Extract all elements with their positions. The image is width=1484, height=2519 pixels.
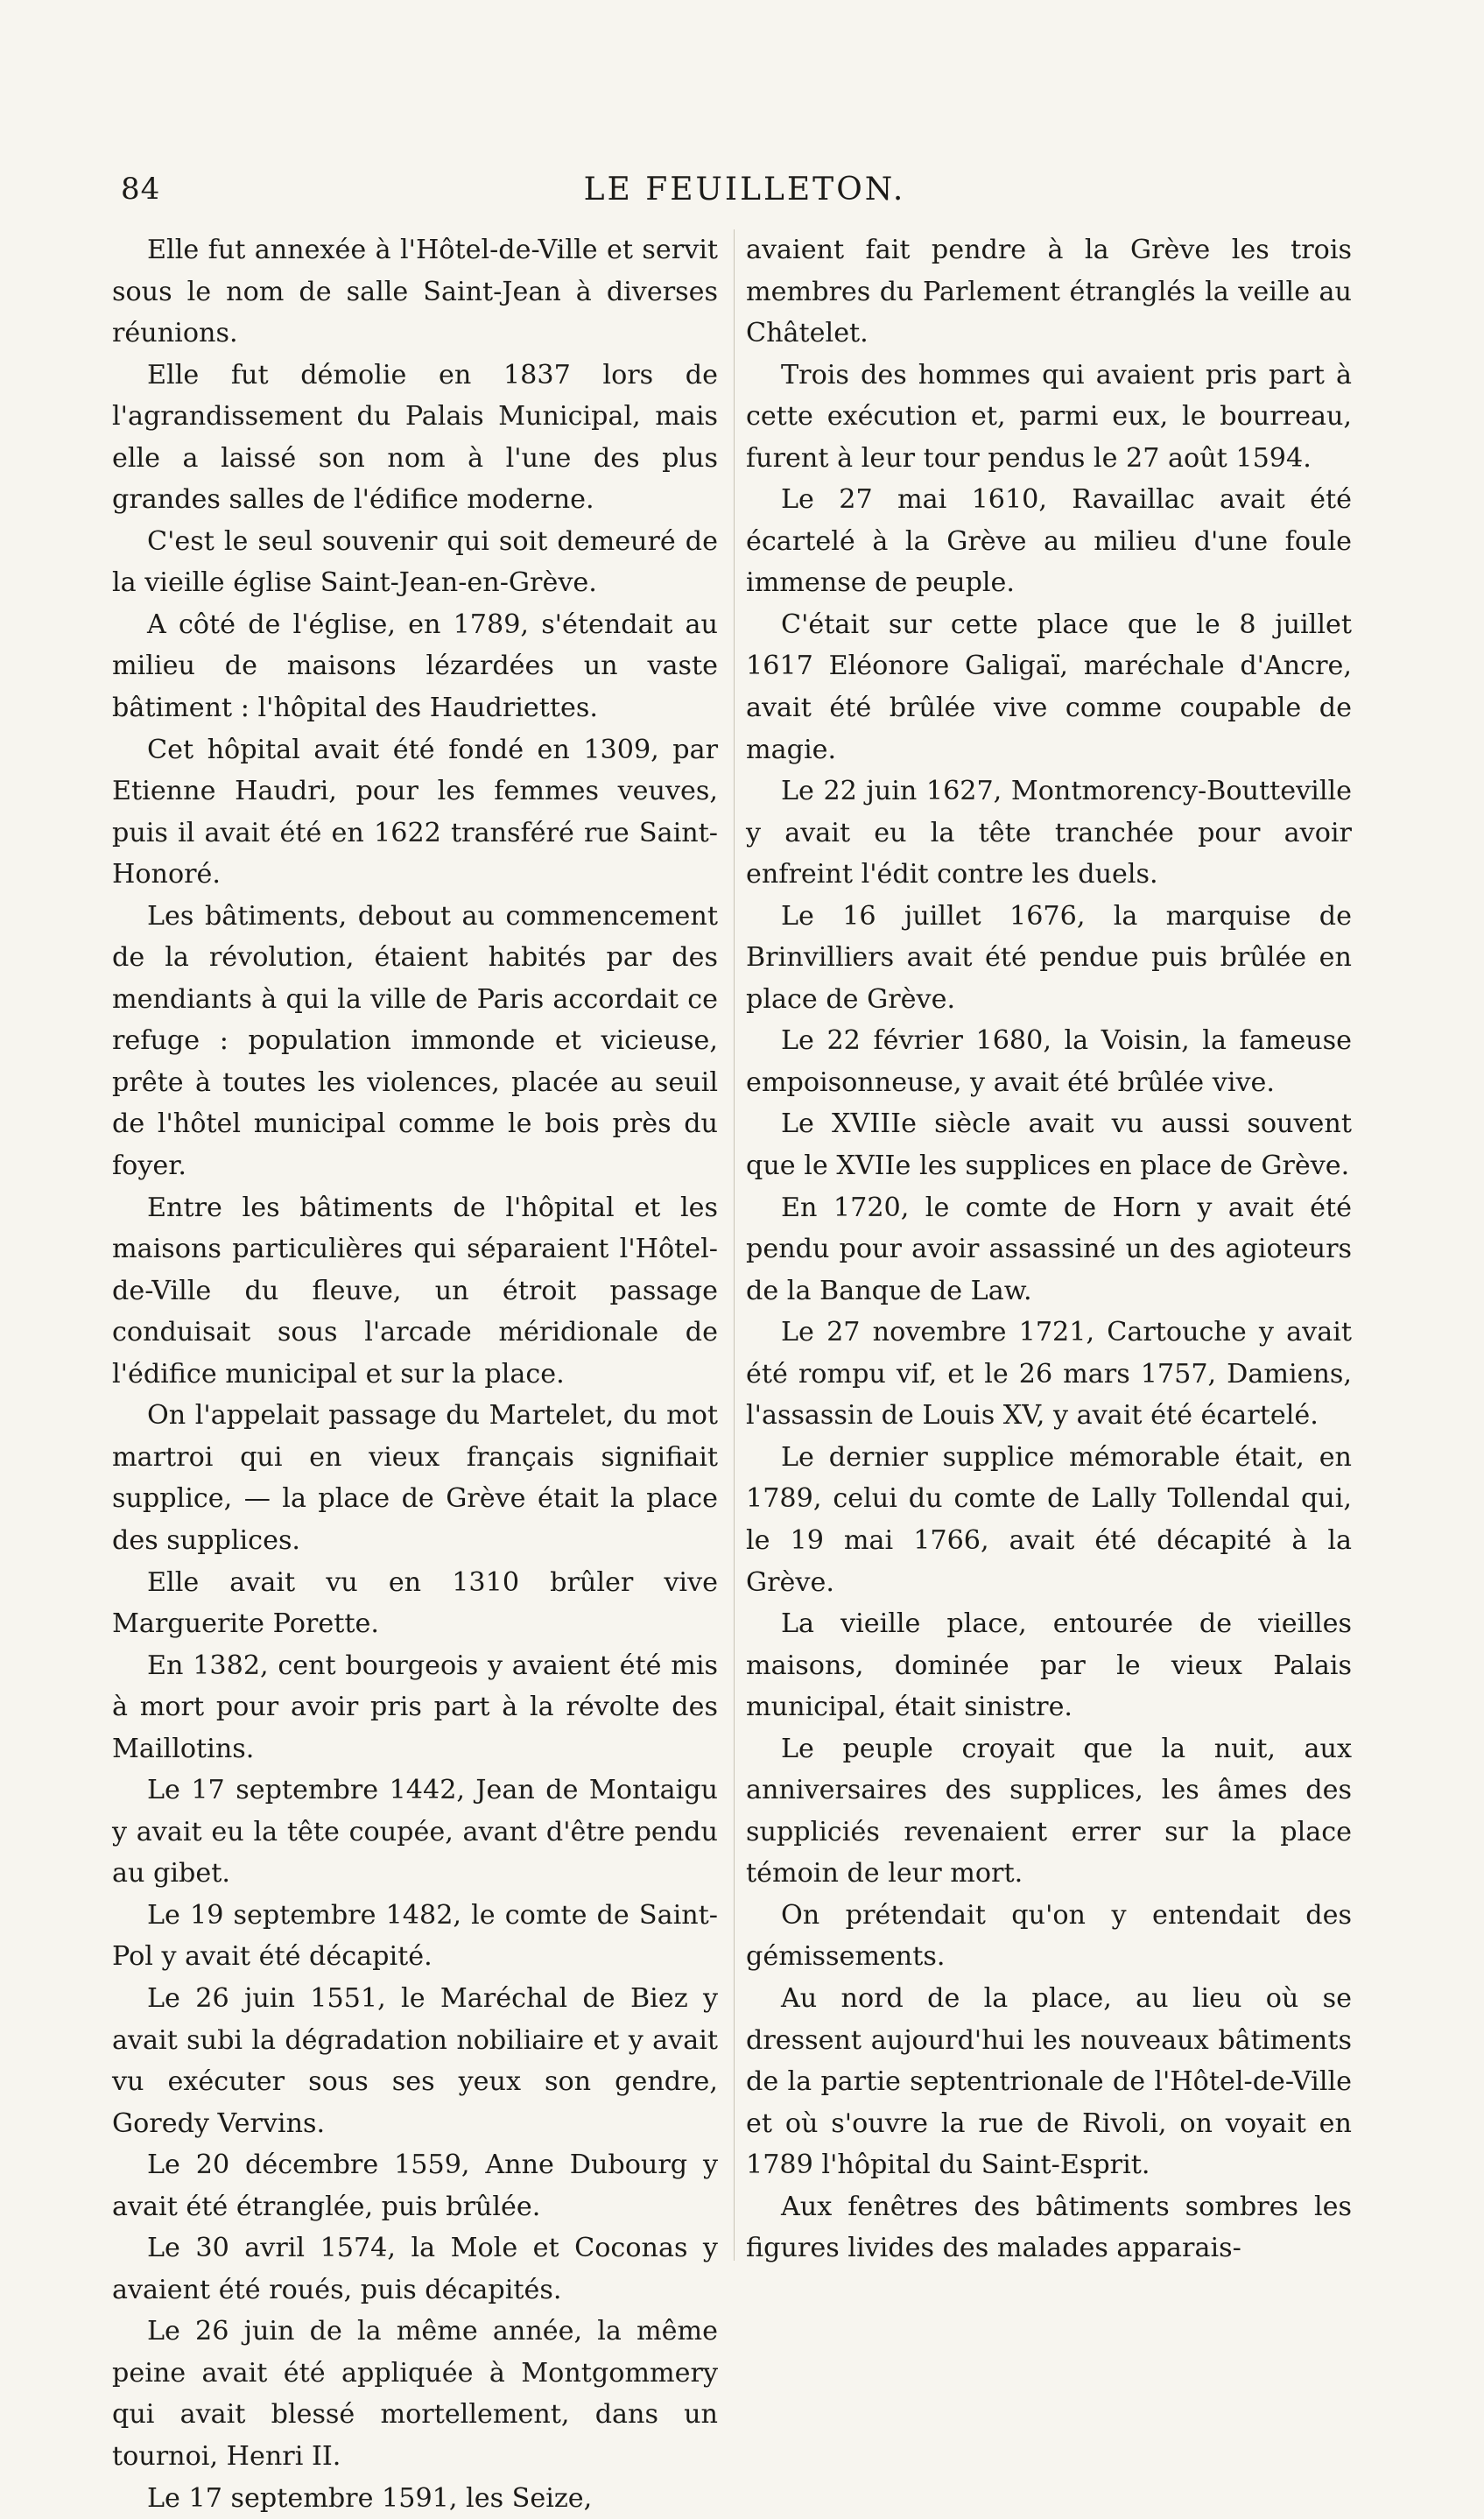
paragraph: Entre les bâtiments de l'hôpital et les maisons particulières qui séparaient l'Hôtel-de-Ville du fleuve, un étroit passage conduisait sous l'arcade méridionale de l'édifice municipal et sur la place. — [112, 1192, 718, 1390]
paragraph: Au nord de la place, au lieu où se dressent aujourd'hui les nouveaux bâtiments de la partie septentrionale de l'Hôtel-de-Ville et où s'ouvre la rue de Rivoli, on voyait en 1789 l'hôpital du Saint-Esprit. — [746, 1982, 1352, 2181]
paragraph-continued: avaient fait pendre à la Grève les trois membres du Parlement étranglés la veille au Châtelet. — [746, 235, 1352, 349]
paragraph: Le 27 novembre 1721, Cartouche y avait été rompu vif, et le 26 mars 1757, Damiens, l'assassin de Louis XV, y avait été écartelé. — [746, 1317, 1352, 1432]
paragraph: Trois des hommes qui avaient pris part à cette exécution et, parmi eux, le bourreau, furent à leur tour pendus le 27 août 1594. — [746, 359, 1352, 474]
paragraph: Elle fut démolie en 1837 lors de l'agrandissement du Palais Municipal, mais elle a laissé son nom à l'une des plus grandes salles de l'édifice moderne. — [112, 359, 718, 516]
paragraph: Le peuple croyait que la nuit, aux anniversaires des supplices, les âmes des suppliciés revenaient errer sur la place témoin de leur mort. — [746, 1733, 1352, 1889]
paragraph: Le 26 juin de la même année, la même peine avait été appliquée à Montgommery qui avait blessé mortellement, dans un tournoi, Henri II. — [112, 2316, 718, 2472]
paragraph: Elle fut annexée à l'Hôtel-de-Ville et servit sous le nom de salle Saint-Jean à diverses réunions. — [112, 235, 718, 349]
paragraph: Les bâtiments, debout au commencement de la révolution, étaient habités par des mendiants à qui la ville de Paris accordait ce refuge : population immonde et vicieuse, prête à toutes les violences, placée au seuil de l'hôtel municipal comme le bois près du foyer. — [112, 900, 718, 1182]
paragraph: Le 19 septembre 1482, le comte de Saint-Pol y avait été décapité. — [112, 1899, 718, 1973]
paragraph: Le dernier supplice mémorable était, en 1789, celui du comte de Lally Tollendal qui, le 19 mai 1766, avait été décapité à la Grève. — [746, 1441, 1352, 1598]
paragraph: La vieille place, entourée de vieilles maisons, dominée par le vieux Palais municipal, était sinistre. — [746, 1608, 1352, 1723]
page-header — [121, 172, 1368, 215]
paragraph: Cet hôpital avait été fondé en 1309, par Etienne Haudri, pour les femmes veuves, puis il avait été en 1622 transféré rue Saint-Honoré. — [112, 734, 718, 890]
column-divider — [734, 229, 735, 2261]
paragraph: Aux fenêtres des bâtiments sombres les figures livides des malades apparais- — [746, 2191, 1352, 2264]
paragraph: Le 26 juin 1551, le Maréchal de Biez y avait subi la dégradation nobiliaire et y avait vu exécuter sous ses yeux son gendre, Goredy Vervins. — [112, 1982, 718, 2139]
paragraph: En 1382, cent bourgeois y avaient été mis à mort pour avoir pris part à la révolte des Maillotins. — [112, 1650, 718, 1764]
paragraph: Le 20 décembre 1559, Anne Dubourg y avait été étranglée, puis brûlée. — [112, 2150, 718, 2222]
right-column — [746, 229, 1352, 2269]
paragraph: On l'appelait passage du Martelet, du mot martroi qui en vieux français signifiait supplice, — la place de Grève était la place des supplices. — [112, 1400, 718, 1556]
paragraph: En 1720, le comte de Horn y avait été pendu pour avoir assassiné un des agioteurs de la Banque de Law. — [746, 1192, 1352, 1306]
paragraph: Le 27 mai 1610, Ravaillac avait été écartelé à la Grève au milieu d'une foule immense de peuple. — [746, 484, 1352, 599]
paragraph: Le 17 septembre 1442, Jean de Montaigu y avait eu la tête coupée, avant d'être pendu au gibet. — [112, 1775, 718, 1889]
paragraph: Le XVIIIe siècle avait vu aussi souvent que le XVIIe les supplices en place de Grève. — [746, 1108, 1352, 1182]
paragraph: Elle avait vu en 1310 brûler vive Marguerite Porette. — [112, 1566, 718, 1640]
paragraph: Le 22 février 1680, la Voisin, la fameuse empoisonneuse, y avait été brûlée vive. — [746, 1025, 1352, 1098]
page-number: 84 — [121, 172, 161, 207]
paragraph: C'est le seul souvenir qui soit demeuré de la vieille église Saint-Jean-en-Grève. — [112, 525, 718, 599]
paragraph: C'était sur cette place que le 8 juillet 1617 Eléonore Galigaï, maréchale d'Ancre, avait été brûlée vive comme coupable de magie. — [746, 609, 1352, 765]
paragraph: Le 17 septembre 1591, les Seize, — [147, 2482, 593, 2514]
left-column — [112, 229, 718, 2519]
paragraph: Le 30 avril 1574, la Mole et Coconas y avaient été roués, puis décapités. — [112, 2233, 718, 2305]
paragraph: On prétendait qu'on y entendait des gémissements. — [746, 1899, 1352, 1973]
running-title: LE FEUILLETON. — [583, 172, 906, 208]
paragraph: Le 22 juin 1627, Montmorency-Boutteville y avait eu la tête tranchée pour avoir enfreint l'édit contre les duels. — [746, 776, 1352, 890]
paragraph: A côté de l'église, en 1789, s'étendait au milieu de maisons lézardées un vaste bâtiment : l'hôpital des Haudriettes. — [112, 609, 718, 724]
paragraph: Le 16 juillet 1676, la marquise de Brinvilliers avait été pendue puis brûlée en place de Grève. — [746, 900, 1352, 1015]
